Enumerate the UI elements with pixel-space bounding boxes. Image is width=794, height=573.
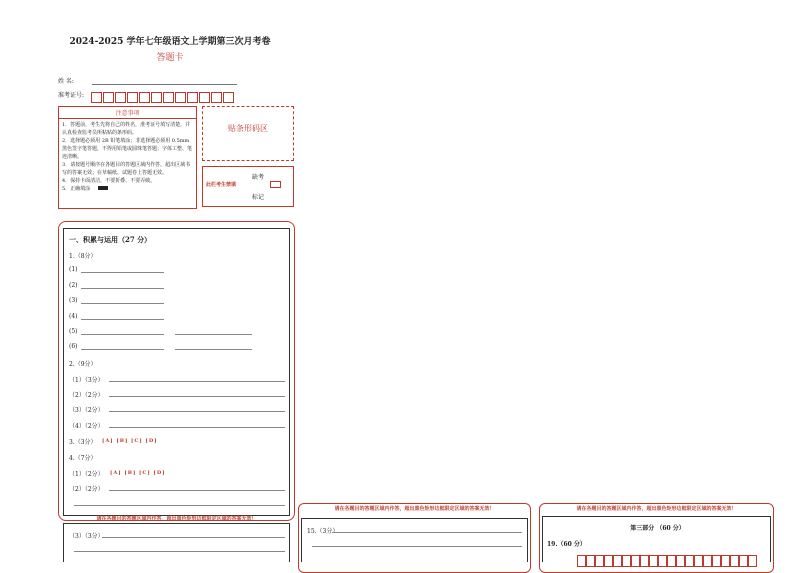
q4-1-options[interactable]: [A] [B] [C] [D]: [110, 470, 166, 476]
absent-label-1: 缺考: [252, 174, 265, 181]
q4-1-label: （1）（2分）: [69, 471, 104, 478]
q4-answer-line[interactable]: [74, 505, 285, 506]
warning-text: 请在各题目的答题区域内作答，超出黑色矩形边框限定区域的答案无效！: [96, 516, 257, 522]
q1-answer-line[interactable]: [81, 288, 164, 289]
note-item: 1．答题前，考生先将自己的姓名，准考证号填写清楚，并认真检查监考员所粘贴的条形码。: [62, 122, 191, 136]
q1-item-label: (2): [69, 282, 78, 289]
section1-answer-box[interactable]: [63, 228, 290, 516]
absent-note: 此栏考生禁填: [206, 182, 237, 188]
essay-grid-cell[interactable]: [595, 555, 604, 567]
q1-item-label: (5): [69, 328, 78, 335]
id-digit-box[interactable]: [211, 92, 222, 103]
id-digit-box[interactable]: [175, 92, 186, 103]
name-label: 姓 名:: [58, 78, 74, 85]
absent-checkbox[interactable]: [270, 181, 281, 188]
q3-label: 3.（3分）: [69, 439, 97, 446]
section3-heading: 第三部分 （60 分）: [630, 525, 685, 532]
q2-item-label: （1）（3分）: [69, 377, 104, 384]
note-item: 3．请按题号顺序在各题目的答题区域内作答，超出区域书写的答案无效；在草稿纸、试题卷上答题无效。: [62, 162, 191, 176]
q15-label: 15.（3分）: [307, 528, 339, 535]
essay-grid-cell[interactable]: [685, 555, 694, 567]
essay-grid-cell[interactable]: [586, 555, 595, 567]
q1-answer-line[interactable]: [175, 334, 252, 335]
essay-grid-cell[interactable]: [649, 555, 658, 567]
q2-item-label: （2）（2分）: [69, 392, 104, 399]
essay-grid-cell[interactable]: [730, 555, 739, 567]
essay-grid-cell[interactable]: [604, 555, 613, 567]
exam-title: 2024-2025 学年七年级语文上学期第三次月考卷: [69, 37, 271, 47]
id-digit-box[interactable]: [163, 92, 174, 103]
col3-warning-text: 请在各题目的答题区域内作答，超出黑色矩形边框限定区域的答案无效！: [576, 506, 737, 512]
note-item: 4．保持卡面清洁，不要折叠、不要弄破。: [62, 178, 156, 184]
q2-label: 2.（9分）: [69, 361, 97, 368]
id-digit-box[interactable]: [199, 92, 210, 103]
note-item: 5．正确填涂: [62, 186, 91, 192]
essay-grid-cell[interactable]: [694, 555, 703, 567]
id-digit-box[interactable]: [187, 92, 198, 103]
absent-mark-panel: [202, 166, 294, 207]
id-digit-box[interactable]: [103, 92, 114, 103]
essay-grid-cell[interactable]: [622, 555, 631, 567]
col2-warning-text: 请在各题目的答题区域内作答，超出黑色矩形边框限定区域的答案无效！: [334, 506, 495, 512]
id-digit-box[interactable]: [151, 92, 162, 103]
q1-answer-line[interactable]: [81, 319, 164, 320]
q2-answer-line[interactable]: [109, 396, 285, 397]
absent-label-2: 标记: [252, 194, 265, 201]
q4-answer-line[interactable]: [109, 490, 285, 491]
q19-label: 19.（60 分）: [547, 541, 586, 548]
q2-answer-line[interactable]: [109, 381, 285, 382]
id-digit-box[interactable]: [127, 92, 138, 103]
exam-id-label: 准考证号:: [58, 92, 85, 99]
q15-answer-box[interactable]: [301, 518, 528, 562]
essay-grid-cell[interactable]: [712, 555, 721, 567]
continuation-answer-line[interactable]: [74, 551, 285, 552]
q4-label: 4.（7分）: [69, 455, 97, 462]
id-digit-box[interactable]: [91, 92, 102, 103]
essay-grid-cell[interactable]: [577, 555, 586, 567]
id-digit-box[interactable]: [139, 92, 150, 103]
q1-item-label: (6): [69, 343, 78, 350]
q1-label: 1.（8分）: [69, 253, 97, 260]
continuation-answer-box[interactable]: [63, 523, 290, 562]
essay-grid-cell[interactable]: [721, 555, 730, 567]
q2-answer-line[interactable]: [109, 427, 285, 428]
essay-grid-cell[interactable]: [658, 555, 667, 567]
q3-options[interactable]: [A] [B] [C] [D]: [102, 438, 158, 444]
q2-answer-line[interactable]: [109, 411, 285, 412]
essay-grid-cell[interactable]: [748, 555, 757, 567]
section1-heading: 一、积累与运用（27 分）: [69, 235, 152, 244]
q1-item-label: (3): [69, 297, 78, 304]
q19-answer-box[interactable]: [542, 516, 771, 562]
q15-answer-line[interactable]: [312, 546, 522, 547]
q1-answer-line[interactable]: [81, 349, 164, 350]
filled-example-mark: [98, 186, 108, 190]
id-digit-box[interactable]: [115, 92, 126, 103]
essay-grid-cell[interactable]: [631, 555, 640, 567]
q1-item-label: (4): [69, 313, 78, 320]
q1-answer-line[interactable]: [81, 334, 164, 335]
barcode-area: [202, 106, 294, 161]
notes-panel: [58, 106, 197, 209]
q1-answer-line[interactable]: [81, 272, 164, 273]
answer-sheet-label: 答题卡: [156, 53, 184, 63]
name-field[interactable]: [92, 84, 237, 85]
note-item: 2．选择题必须用 2B 铅笔填涂；非选择题必须用 0.5mm 黑色签字笔答题，不得用铅笔或圆珠笔答题；字体工整、笔迹清晰。: [62, 138, 193, 160]
essay-grid-cell[interactable]: [667, 555, 676, 567]
essay-grid-cell[interactable]: [676, 555, 685, 567]
essay-grid-cell[interactable]: [640, 555, 649, 567]
essay-grid-cell[interactable]: [703, 555, 712, 567]
continuation-item-label: （3）（3分）: [69, 533, 104, 540]
q1-item-label: (1): [69, 266, 78, 273]
q1-answer-line[interactable]: [81, 303, 164, 304]
q1-answer-line[interactable]: [175, 349, 252, 350]
q4-2-label: （2）（2分）: [69, 486, 104, 493]
essay-grid-cell[interactable]: [739, 555, 748, 567]
essay-grid-cell[interactable]: [613, 555, 622, 567]
notes-heading: 注意事项: [59, 107, 196, 119]
q2-item-label: （3）（2分）: [69, 407, 104, 414]
q15-answer-line[interactable]: [332, 532, 522, 533]
barcode-label: 贴条形码区: [228, 124, 268, 133]
id-digit-box[interactable]: [223, 92, 234, 103]
q2-item-label: （4）（2分）: [69, 423, 104, 430]
continuation-answer-line[interactable]: [102, 537, 285, 538]
exam-id-boxes[interactable]: [91, 88, 241, 100]
